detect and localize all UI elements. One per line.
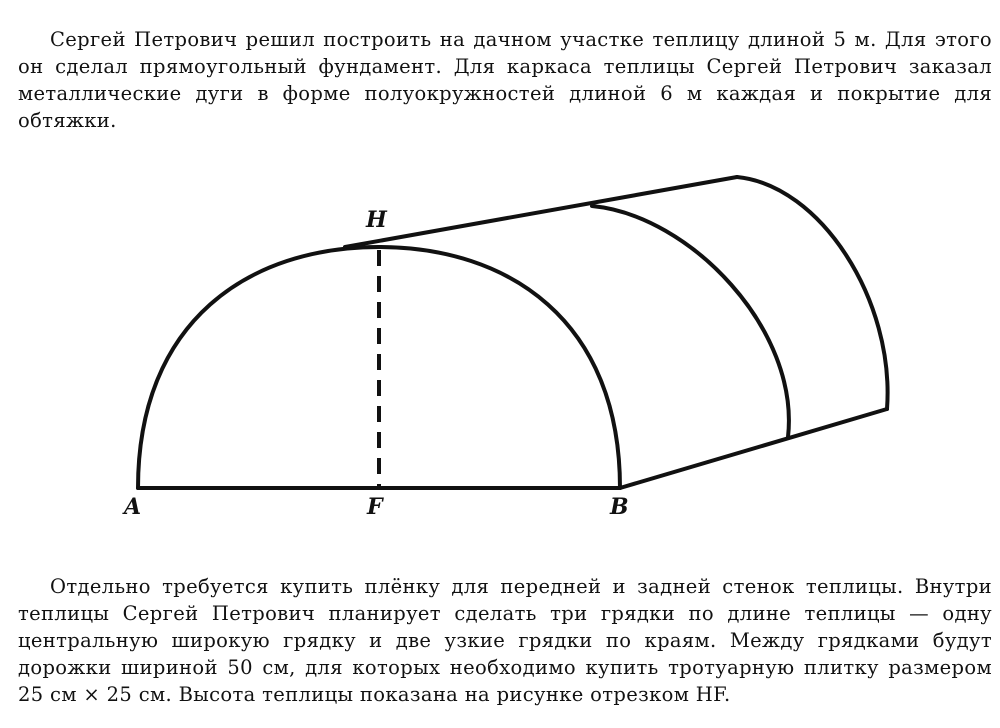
problem-paragraph-1: Сергей Петрович решил построить на дачном участке теплицу длиной 5 м. Для этого он сделал прямоугольный фундамент. Для каркаса теплицы Сергей Петрович заказал металлические дуги в форме полуокружностей длиной 6 м каждая и покрытие для обтяжки. — [18, 28, 992, 132]
label-h: H — [366, 207, 387, 233]
bottom-edge — [620, 409, 887, 488]
label-f: F — [367, 494, 383, 520]
middle-arc — [592, 206, 789, 437]
label-a: A — [124, 494, 142, 520]
problem-paragraph-2: Отдельно требуется купить плёнку для передней и задней стенок теплицы. Внутри теплицы Сергей Петрович планирует сделать три грядки по длине теплицы — одну центральную широкую грядку и две узкие грядки по краям. Между грядками будут дорожки шириной 50 см, для которых необходимо купить тротуарную плитку размером 25 см × 25 см. Высота теплицы показана на рисунке отрезком HF. — [18, 575, 992, 706]
back-arc — [737, 177, 888, 409]
label-b: B — [610, 494, 629, 520]
